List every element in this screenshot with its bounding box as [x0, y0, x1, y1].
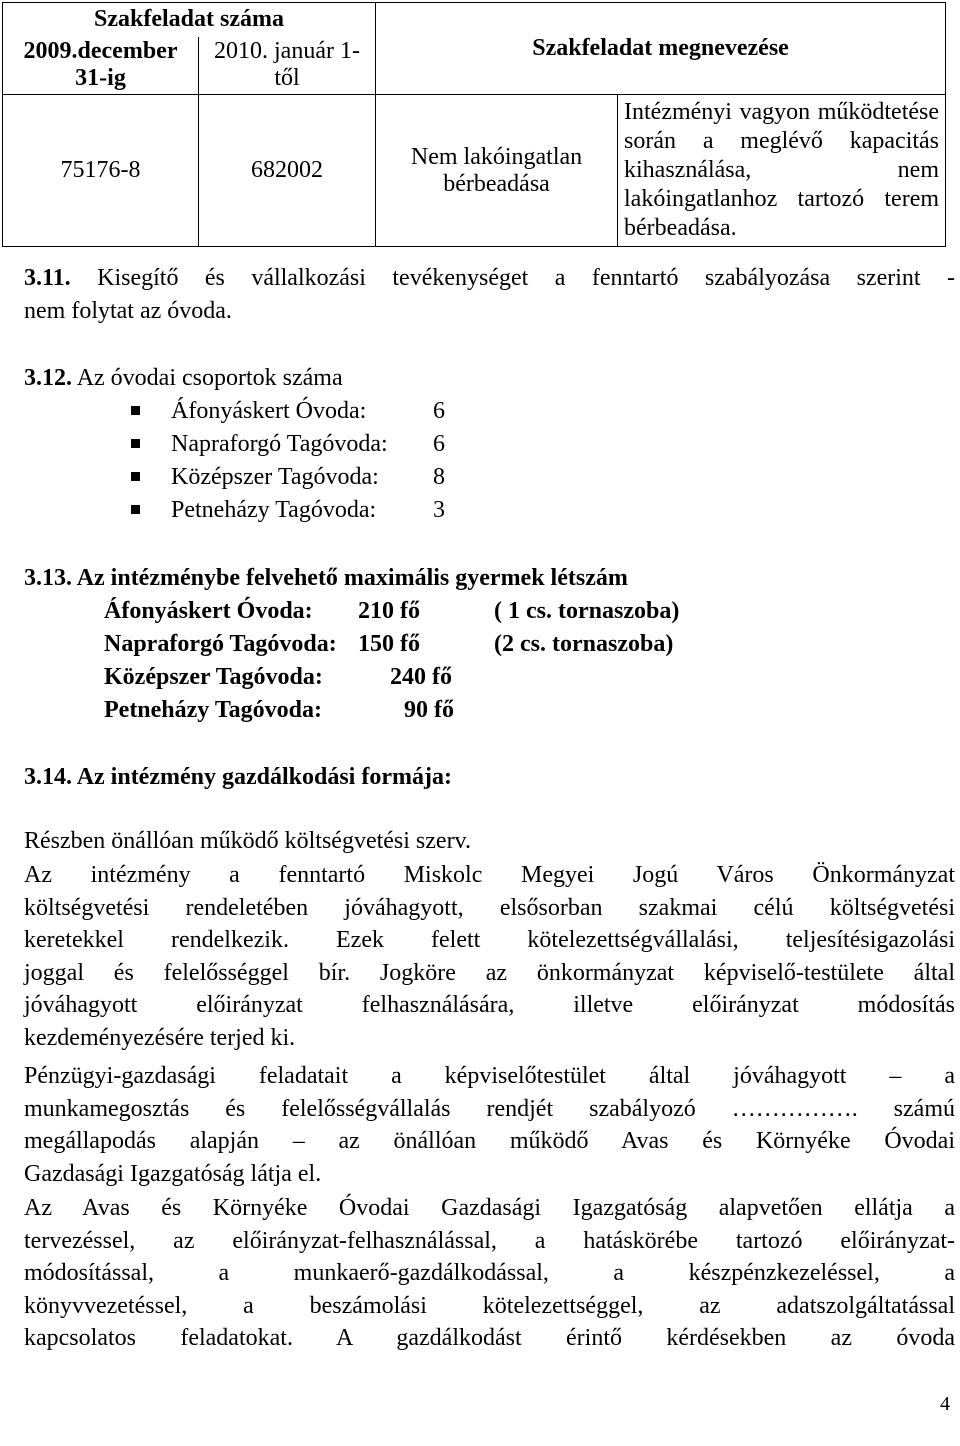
- cell-old-code: 75176-8: [3, 95, 199, 247]
- section-3-14-number: 3.14.: [24, 764, 72, 790]
- cell-short-name: Nem lakóingatlan bérbeadása: [376, 95, 618, 247]
- section-3-13-number: 3.13.: [24, 565, 72, 591]
- section-3-11-line1: Kisegítő és vállalkozási tevékenységet a fenntartó szabályozása szerint -: [97, 265, 955, 291]
- group-item: Napraforgó Tagóvoda: 6: [171, 431, 445, 457]
- section-3-12-title: Az óvodai csoportok száma: [76, 365, 343, 391]
- section-3-11: [24, 262, 955, 327]
- section-3-14-title: Az intézmény gazdálkodási formája:: [76, 764, 452, 790]
- group-item: Petneházy Tagóvoda: 3: [171, 497, 445, 523]
- header-szakfeladat-megnevezese: Szakfeladat megnevezése: [376, 3, 946, 95]
- capacity-item: Áfonyáskert Óvoda: 210 fő ( 1 cs. tornaszoba): [104, 598, 680, 624]
- group-item: Középszer Tagóvoda: 8: [171, 464, 445, 490]
- header-2009: 2009.december 31-ig: [3, 37, 199, 95]
- cell-new-code: 682002: [199, 95, 376, 247]
- bullet-icon: [131, 472, 140, 481]
- section-3-12-number: 3.12.: [24, 365, 72, 391]
- header-2010-text: 2010. január 1-től: [214, 38, 360, 92]
- section-3-14-heading: [24, 761, 452, 793]
- bullet-icon: [131, 439, 140, 448]
- section-3-13-title: Az intézménybe felvehető maximális gyermek létszám: [76, 565, 628, 591]
- paragraph-3: Az Avas és Környéke Óvodai Gazdasági Igazgatóság alapvetően ellátja a tervezéssel, az előirányzat-felhasználással, a hatáskörébe tartozó előirányzat- módosítással, a munkaerő-gazdálkodással, a készpénzkezeléssel, a könyvvezetéssel, a beszámolási kötelezettséggel, az adatszolgáltatással kapcsolatos feladatokat. A gazdálkodást érintő kérdésekben az óvoda: [24, 1195, 955, 1352]
- section-3-11-line2: nem folytat az óvoda.: [24, 297, 232, 324]
- section-3-13-heading: [24, 562, 628, 594]
- bullet-icon: [131, 406, 140, 415]
- capacity-item: Napraforgó Tagóvoda: 150 fő (2 cs. tornaszoba): [104, 631, 674, 657]
- section-3-14-lead: Részben önállóan működő költségvetési szerv.: [24, 828, 471, 854]
- page-number: 4: [940, 1393, 950, 1415]
- szakfeladat-table: [2, 2, 946, 247]
- section-3-12-heading: [24, 362, 343, 394]
- capacity-item: Petneházy Tagóvoda: 90 fő: [104, 697, 454, 723]
- capacity-item: Középszer Tagóvoda: 240 fő: [104, 664, 452, 690]
- section-3-11-number: 3.11.: [24, 265, 71, 291]
- group-item: Áfonyáskert Óvoda: 6: [171, 398, 445, 424]
- header-szakfeladat-szama: Szakfeladat száma: [3, 3, 376, 37]
- cell-description: Intézményi vagyon működtetése során a meglévő kapacitás kihasználása, nem lakóingatlanhoz tartozó terem bérbeadása.: [618, 95, 946, 247]
- paragraph-2: Pénzügyi-gazdasági feladatait a képviselőtestület által jóváhagyott – a munkamegosztás és felelősségvállalás rendjét szabályozó ……………. számú megállapodás alapján – az önállóan működő Avas és Környéke Óvodai Gazdasági Igazgatóság látja el.: [24, 1063, 955, 1187]
- paragraph-1: Az intézmény a fenntartó Miskolc Megyei Jogú Város Önkormányzat költségvetési rendeletében jóváhagyott, elsősorban szakmai célú költségvetési keretekkel rendelkezik. Ezek felett kötelezettségvállalási, teljesítésigazolási joggal és felelősséggel bír. Jogköre az önkormányzat képviselő-testülete által jóváhagyott előirányzat felhasználására, illetve előirányzat módosítás kezdeményezésére terjed ki.: [24, 862, 955, 1051]
- bullet-icon: [131, 505, 140, 514]
- header-2010: [199, 37, 376, 95]
